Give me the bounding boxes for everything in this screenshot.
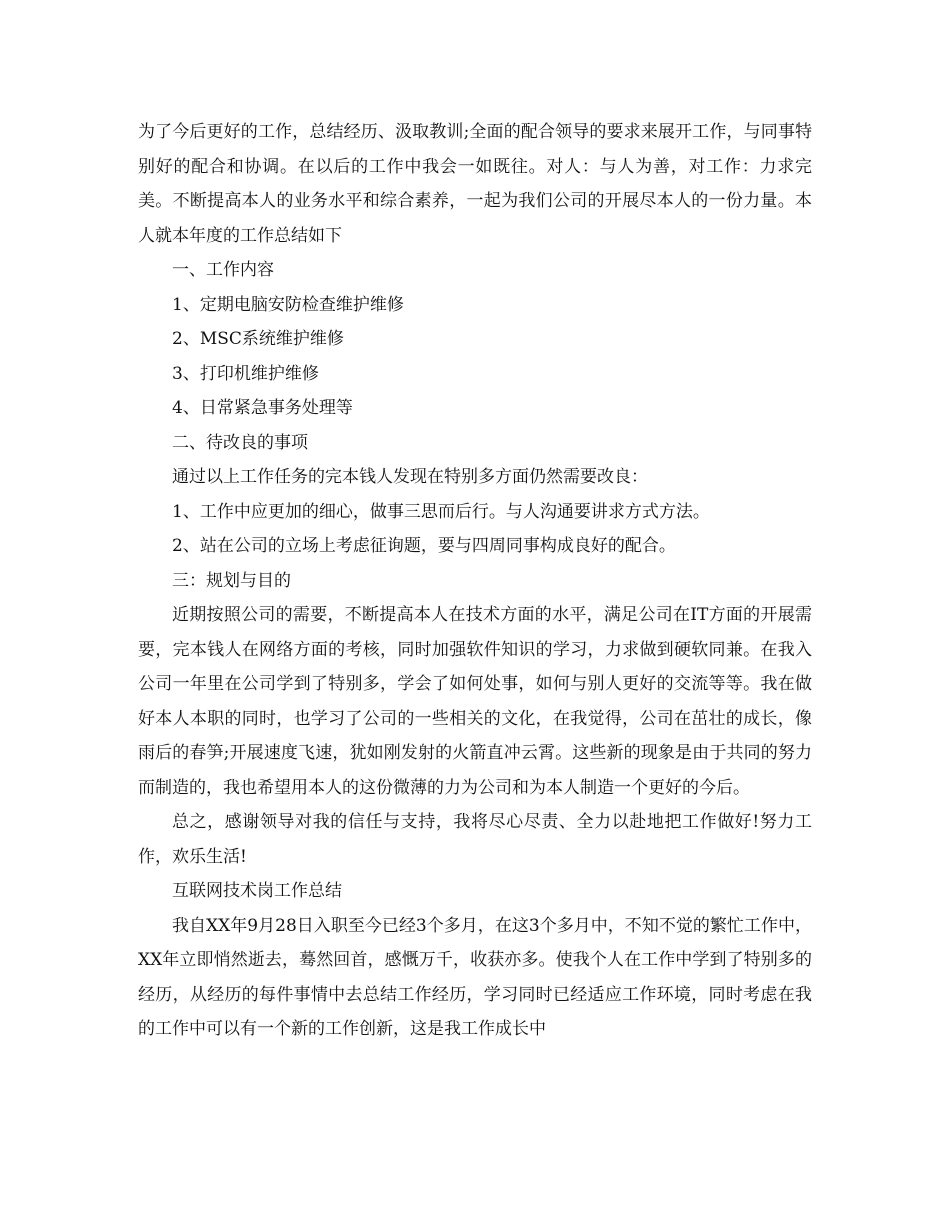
list-item: 2、MSC系统维护维修 [172,329,344,349]
list-item: 2、站在公司的立场上考虑征询题，要与四周同事构成良好的配合。 [172,536,676,556]
list-item: 1、定期电脑安防检查维护维修 [172,294,404,315]
section-heading-new-summary: 互联网技术岗工作总结 [172,881,342,901]
list-item: 3、打印机维护维修 [172,363,319,384]
body-paragraph: 近期按照公司的需要，不断提高本人在技术方面的水平，满足公司在IT方面的开展需要，完本钱人在网络方面的考核，同时加强软件知识的学习，力求做到硬软同兼。在我入公司一年里在公司学到了特别多，学会了如何处事，如何与别人更好的交流等等。我在做好本人本职的同时，也学习了公司的一些相关的文化，在我觉得，公司在茁壮的成长，像雨后的春笋;开展速度飞速，犹如刚发射的火箭直冲云霄。这些新的现象是由于共同的努力而制造的，我也希望用本人的这份微薄的力为公司和为本人制造一个更好的今后。 [138,605,812,798]
list-item: 1、工作中应更加的细心，做事三思而后行。与人沟通要讲求方式方法。 [172,501,710,522]
section-heading-plans: 三：规划与目的 [172,570,291,591]
intro-paragraph: 为了今后更好的工作，总结经历、汲取教训;全面的配合领导的要求来展开工作，与同事特别好的配合和协调。在以后的工作中我会一如既往。对人：与人为善，对工作：力求完美。不断提高本人的业务水平和综合素养，一起为我们公司的开展尽本人的一份力量。本人就本年度的工作总结如下 [138,122,812,246]
section-heading-work-content: 一、工作内容 [172,260,274,280]
body-paragraph: 通过以上工作任务的完本钱人发现在特别多方面仍然需要改良： [172,467,648,487]
body-paragraph: 我自XX年9月28日入职至今已经3个多月，在这3个多月中，不知不觉的繁忙工作中，XX年立即悄然逝去，蓦然回首，感慨万千，收获亦多。使我个人在工作中学到了特别多的经历，从经历的每件事情中去总结工作经历，学习同时已经适应工作环境，同时考虑在我的工作中可以有一个新的工作创新，这是我工作成长中 [138,915,812,1039]
list-item: 4、日常紧急事务处理等 [172,398,353,418]
section-heading-improvements: 二、待改良的事项 [172,432,308,453]
body-paragraph: 总之，感谢领导对我的信任与支持，我将尽心尽责、全力以赴地把工作做好!努力工作，欢乐生活! [138,812,812,867]
